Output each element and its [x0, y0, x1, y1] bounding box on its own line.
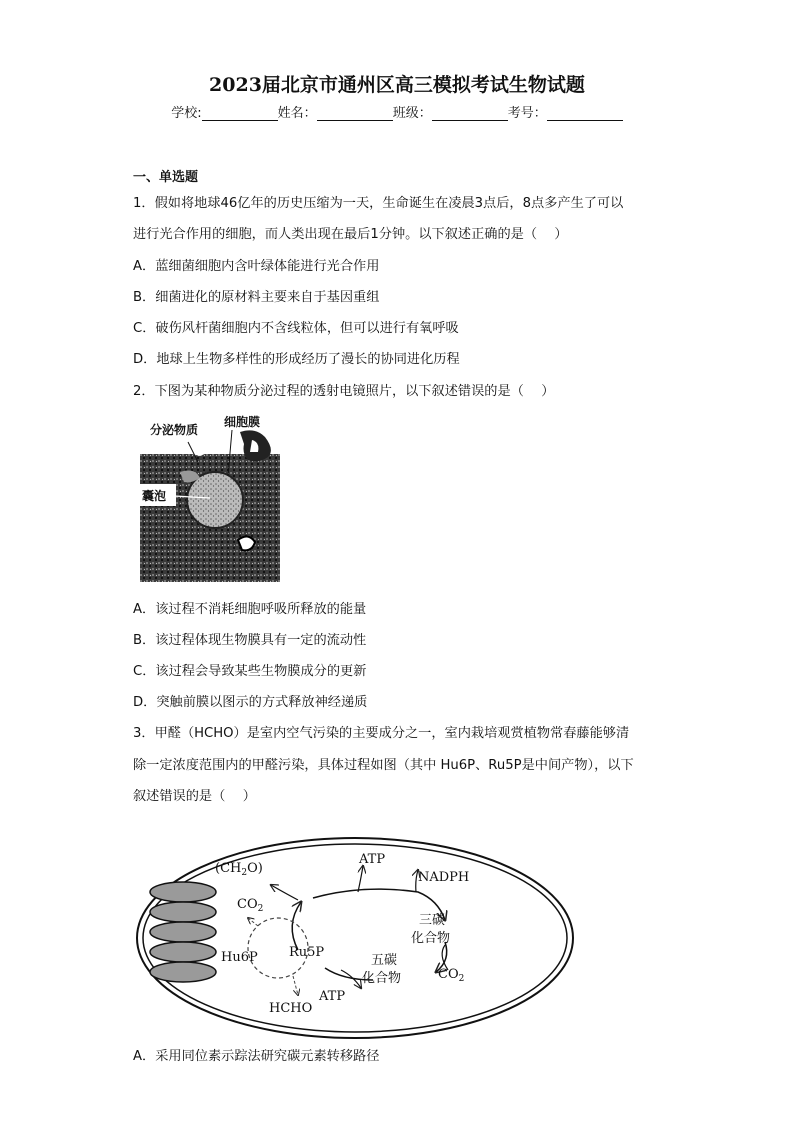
svg-text:(CH2O) — [215, 861, 263, 878]
q2-option-a: A．该过程不消耗细胞呼吸所释放的能量 — [133, 602, 367, 617]
q3-stem-line1: 3．甲醛（HCHO）是室内空气污染的主要成分之一，室内栽培观赏植物常春藤能够清 — [133, 726, 630, 741]
chloroplast-diagram — [133, 830, 663, 1040]
label-hcho: HCHO — [269, 1001, 313, 1016]
q1-option-a: A．蓝细菌细胞内含叶绿体能进行光合作用 — [133, 259, 380, 274]
label-ch2o-right: O) — [247, 861, 263, 876]
school-blank[interactable] — [202, 106, 278, 121]
label-tri-carbon-2: 化合物 — [411, 931, 451, 946]
q1-stem-line2: 进行光合作用的细胞，而人类出现在最后1分钟。以下叙述正确的是（ ） — [133, 227, 568, 242]
label-atp-bottom: ATP — [319, 989, 346, 1004]
label-co2-right-sub: 2 — [458, 974, 465, 984]
q1-option-b: B．细菌进化的原材料主要来自于基因重组 — [133, 290, 380, 305]
label-co2-right: CO — [438, 967, 459, 982]
section-title: 一、单选题 — [133, 170, 199, 185]
label-hu6p: Hu6P — [221, 950, 258, 965]
label-nadph: NADPH — [418, 870, 470, 885]
label-tri-carbon-1: 三碳 — [419, 913, 446, 928]
q3-stem-line3: 叙述错误的是（ ） — [133, 789, 256, 804]
label-penta-2: 化合物 — [362, 971, 402, 986]
label-co2-left-sub: 2 — [257, 904, 264, 914]
name-label: 姓名： — [277, 106, 317, 121]
label-ru5p: Ru5P — [289, 945, 325, 960]
q1-option-d: D．地球上生物多样性的形成经历了漫长的协同进化历程 — [133, 352, 460, 367]
q2-option-c: C．该过程会导致某些生物膜成分的更新 — [133, 664, 367, 679]
page-title: 2023届北京市通州区高三模拟考试生物试题 — [209, 74, 585, 96]
svg-text:CO2 — [237, 897, 263, 914]
label-vesicle: 囊泡 — [142, 489, 167, 503]
label-secretion: 分泌物质 — [150, 423, 199, 437]
q3-option-a: A．采用同位素示踪法研究碳元素转移路径 — [133, 1049, 380, 1064]
q2-stem: 2．下图为某种物质分泌过程的透射电镜照片，以下叙述错误的是（ ） — [133, 384, 555, 399]
name-blank[interactable] — [317, 106, 393, 121]
exam-no-blank[interactable] — [547, 106, 623, 121]
q2-option-b: B．该过程体现生物膜具有一定的流动性 — [133, 633, 367, 648]
exam-no-label: 考号： — [507, 106, 547, 121]
class-label: 班级： — [392, 106, 432, 121]
label-ch2o-sub: 2 — [241, 868, 248, 878]
label-ch2o-left: (CH — [215, 861, 242, 876]
q3-stem-line2: 除一定浓度范围内的甲醛污染，具体过程如图（其中 Hu6P、Ru5P是中间产物），以下 — [133, 758, 634, 773]
label-penta-1: 五碳 — [371, 953, 398, 968]
label-co2-left: CO — [237, 897, 258, 912]
label-atp-top: ATP — [359, 852, 386, 867]
class-blank[interactable] — [432, 106, 508, 121]
thylakoid-stack — [150, 882, 216, 982]
label-cell-membrane: 细胞膜 — [224, 415, 261, 429]
school-label: 学校: — [171, 106, 202, 121]
electron-micrograph — [140, 412, 280, 582]
q1-stem-line1: 1．假如将地球46亿年的历史压缩为一天，生命诞生在凌晨3点后，8点多产生了可以 — [133, 196, 624, 211]
svg-text:CO2 — [438, 967, 464, 984]
q2-option-d: D．突触前膜以图示的方式释放神经递质 — [133, 695, 368, 710]
q1-option-c: C．破伤风杆菌细胞内不含线粒体，但可以进行有氧呼吸 — [133, 321, 459, 336]
student-info-row — [0, 102, 794, 121]
